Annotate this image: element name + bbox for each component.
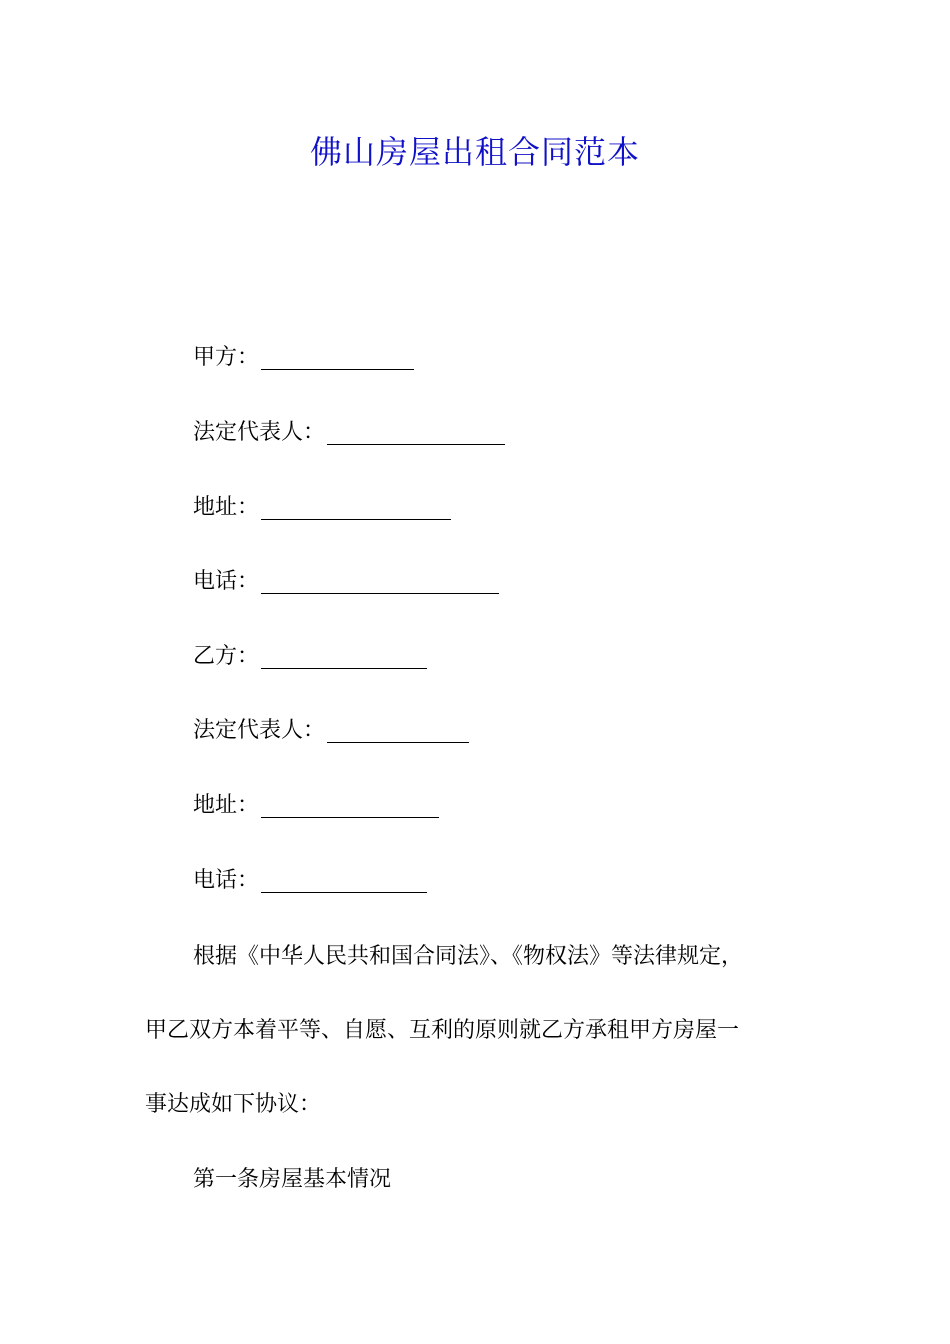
- party-b-address-field: [193, 791, 439, 821]
- party-b-address-label: 地址：: [193, 793, 260, 818]
- party-a-address-blank: [261, 497, 451, 520]
- party-a-phone-blank: [261, 571, 499, 594]
- party-a-name-blank: [261, 347, 414, 370]
- preamble-line-2: 甲乙双方本着平等、自愿、互利的原则就乙方承租甲方房屋一: [145, 1018, 740, 1043]
- party-a-name-field: [193, 343, 414, 373]
- party-a-phone-field: [193, 567, 499, 597]
- party-b-phone-blank: [261, 870, 427, 893]
- party-b-address-blank: [261, 795, 439, 818]
- party-b-rep-label: 法定代表人：: [193, 718, 326, 743]
- party-b-phone-label: 电话：: [193, 868, 260, 893]
- party-a-phone-label: 电话：: [193, 569, 260, 594]
- document-title: 佛山房屋出租合同范本: [309, 133, 640, 171]
- article-1-heading: [145, 1143, 825, 1217]
- party-b-name-label: 乙方：: [193, 644, 260, 669]
- party-a-name-label: 甲方：: [193, 345, 260, 370]
- party-a-rep-field: [193, 418, 505, 448]
- preamble-line-1: [145, 920, 825, 994]
- article-1-heading-text: 第一条房屋基本情况: [193, 1167, 392, 1192]
- party-a-address-label: 地址：: [193, 495, 260, 520]
- preamble-line-3: 事达成如下协议：: [145, 1092, 322, 1117]
- party-b-phone-field: [193, 866, 427, 896]
- party-a-rep-blank: [327, 422, 505, 445]
- party-a-rep-label: 法定代表人：: [193, 420, 326, 445]
- preamble-line-1-text: 根据《中华人民共和国合同法》、《物权法》等法律规定，: [193, 944, 744, 969]
- preamble-paragraph: [145, 920, 825, 1142]
- party-a-address-field: [193, 493, 451, 523]
- party-b-name-field: [193, 642, 427, 672]
- party-b-name-blank: [261, 646, 427, 669]
- party-b-rep-field: [193, 716, 469, 746]
- party-b-rep-blank: [327, 720, 469, 743]
